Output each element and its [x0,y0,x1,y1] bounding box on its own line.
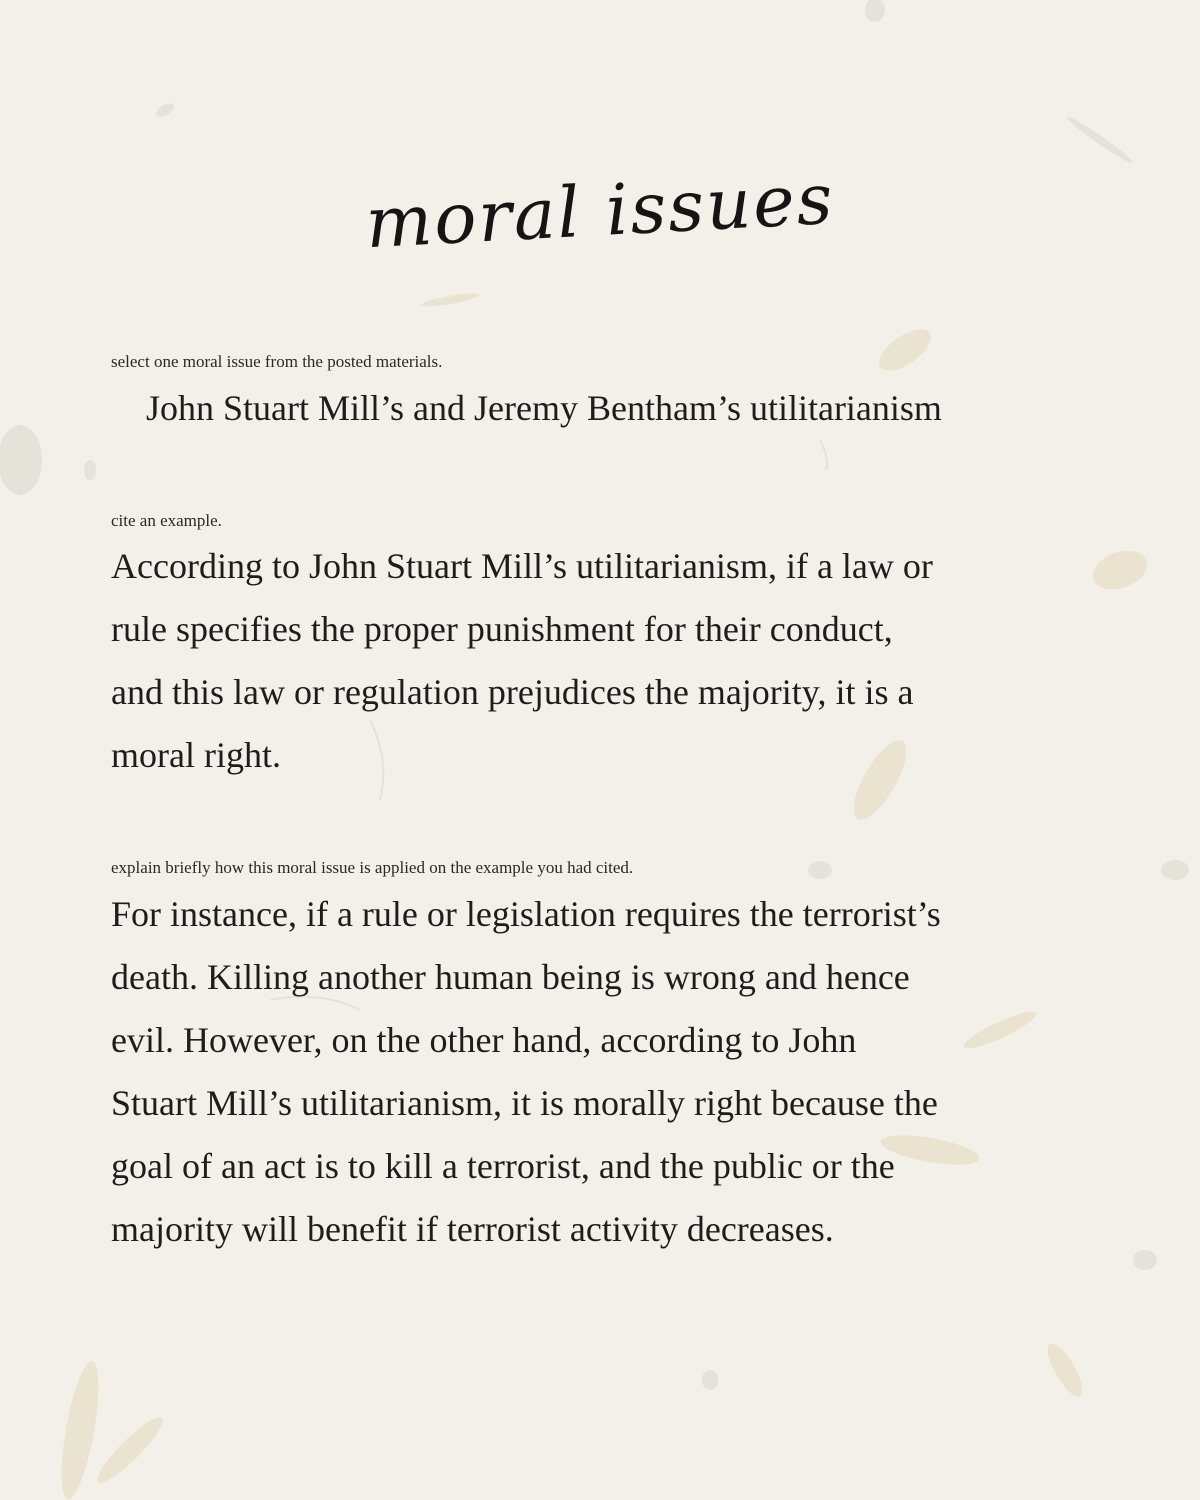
explanation-line: For instance, if a rule or legislation requires the terrorist’s [111,894,941,934]
explanation-line: death. Killing another human being is wrong and hence [111,957,910,997]
example-answer [111,535,1101,787]
example-line: and this law or regulation prejudices the majority, it is a [111,672,914,712]
explanation-answer [111,883,1101,1261]
explanation-line: Stuart Mill’s utilitarianism, it is morally right because the [111,1083,938,1123]
prompt-explain-application: explain briefly how this moral issue is applied on the example you had cited. [111,858,634,877]
selected-moral-issue: John Stuart Mill’s and Jeremy Bentham’s utilitarianism [146,388,942,428]
page-title: moral issues [363,157,837,265]
explanation-line: goal of an act is to kill a terrorist, and the public or the [111,1146,895,1186]
explanation-line: majority will benefit if terrorist activity decreases. [111,1209,834,1249]
example-line: According to John Stuart Mill’s utilitarianism, if a law or [111,546,933,586]
example-line: rule specifies the proper punishment for their conduct, [111,609,893,649]
prompt-select-issue: select one moral issue from the posted materials. [111,352,443,371]
prompt-cite-example: cite an example. [111,511,222,530]
explanation-line: evil. However, on the other hand, according to John [111,1020,857,1060]
example-line: moral right. [111,735,281,775]
